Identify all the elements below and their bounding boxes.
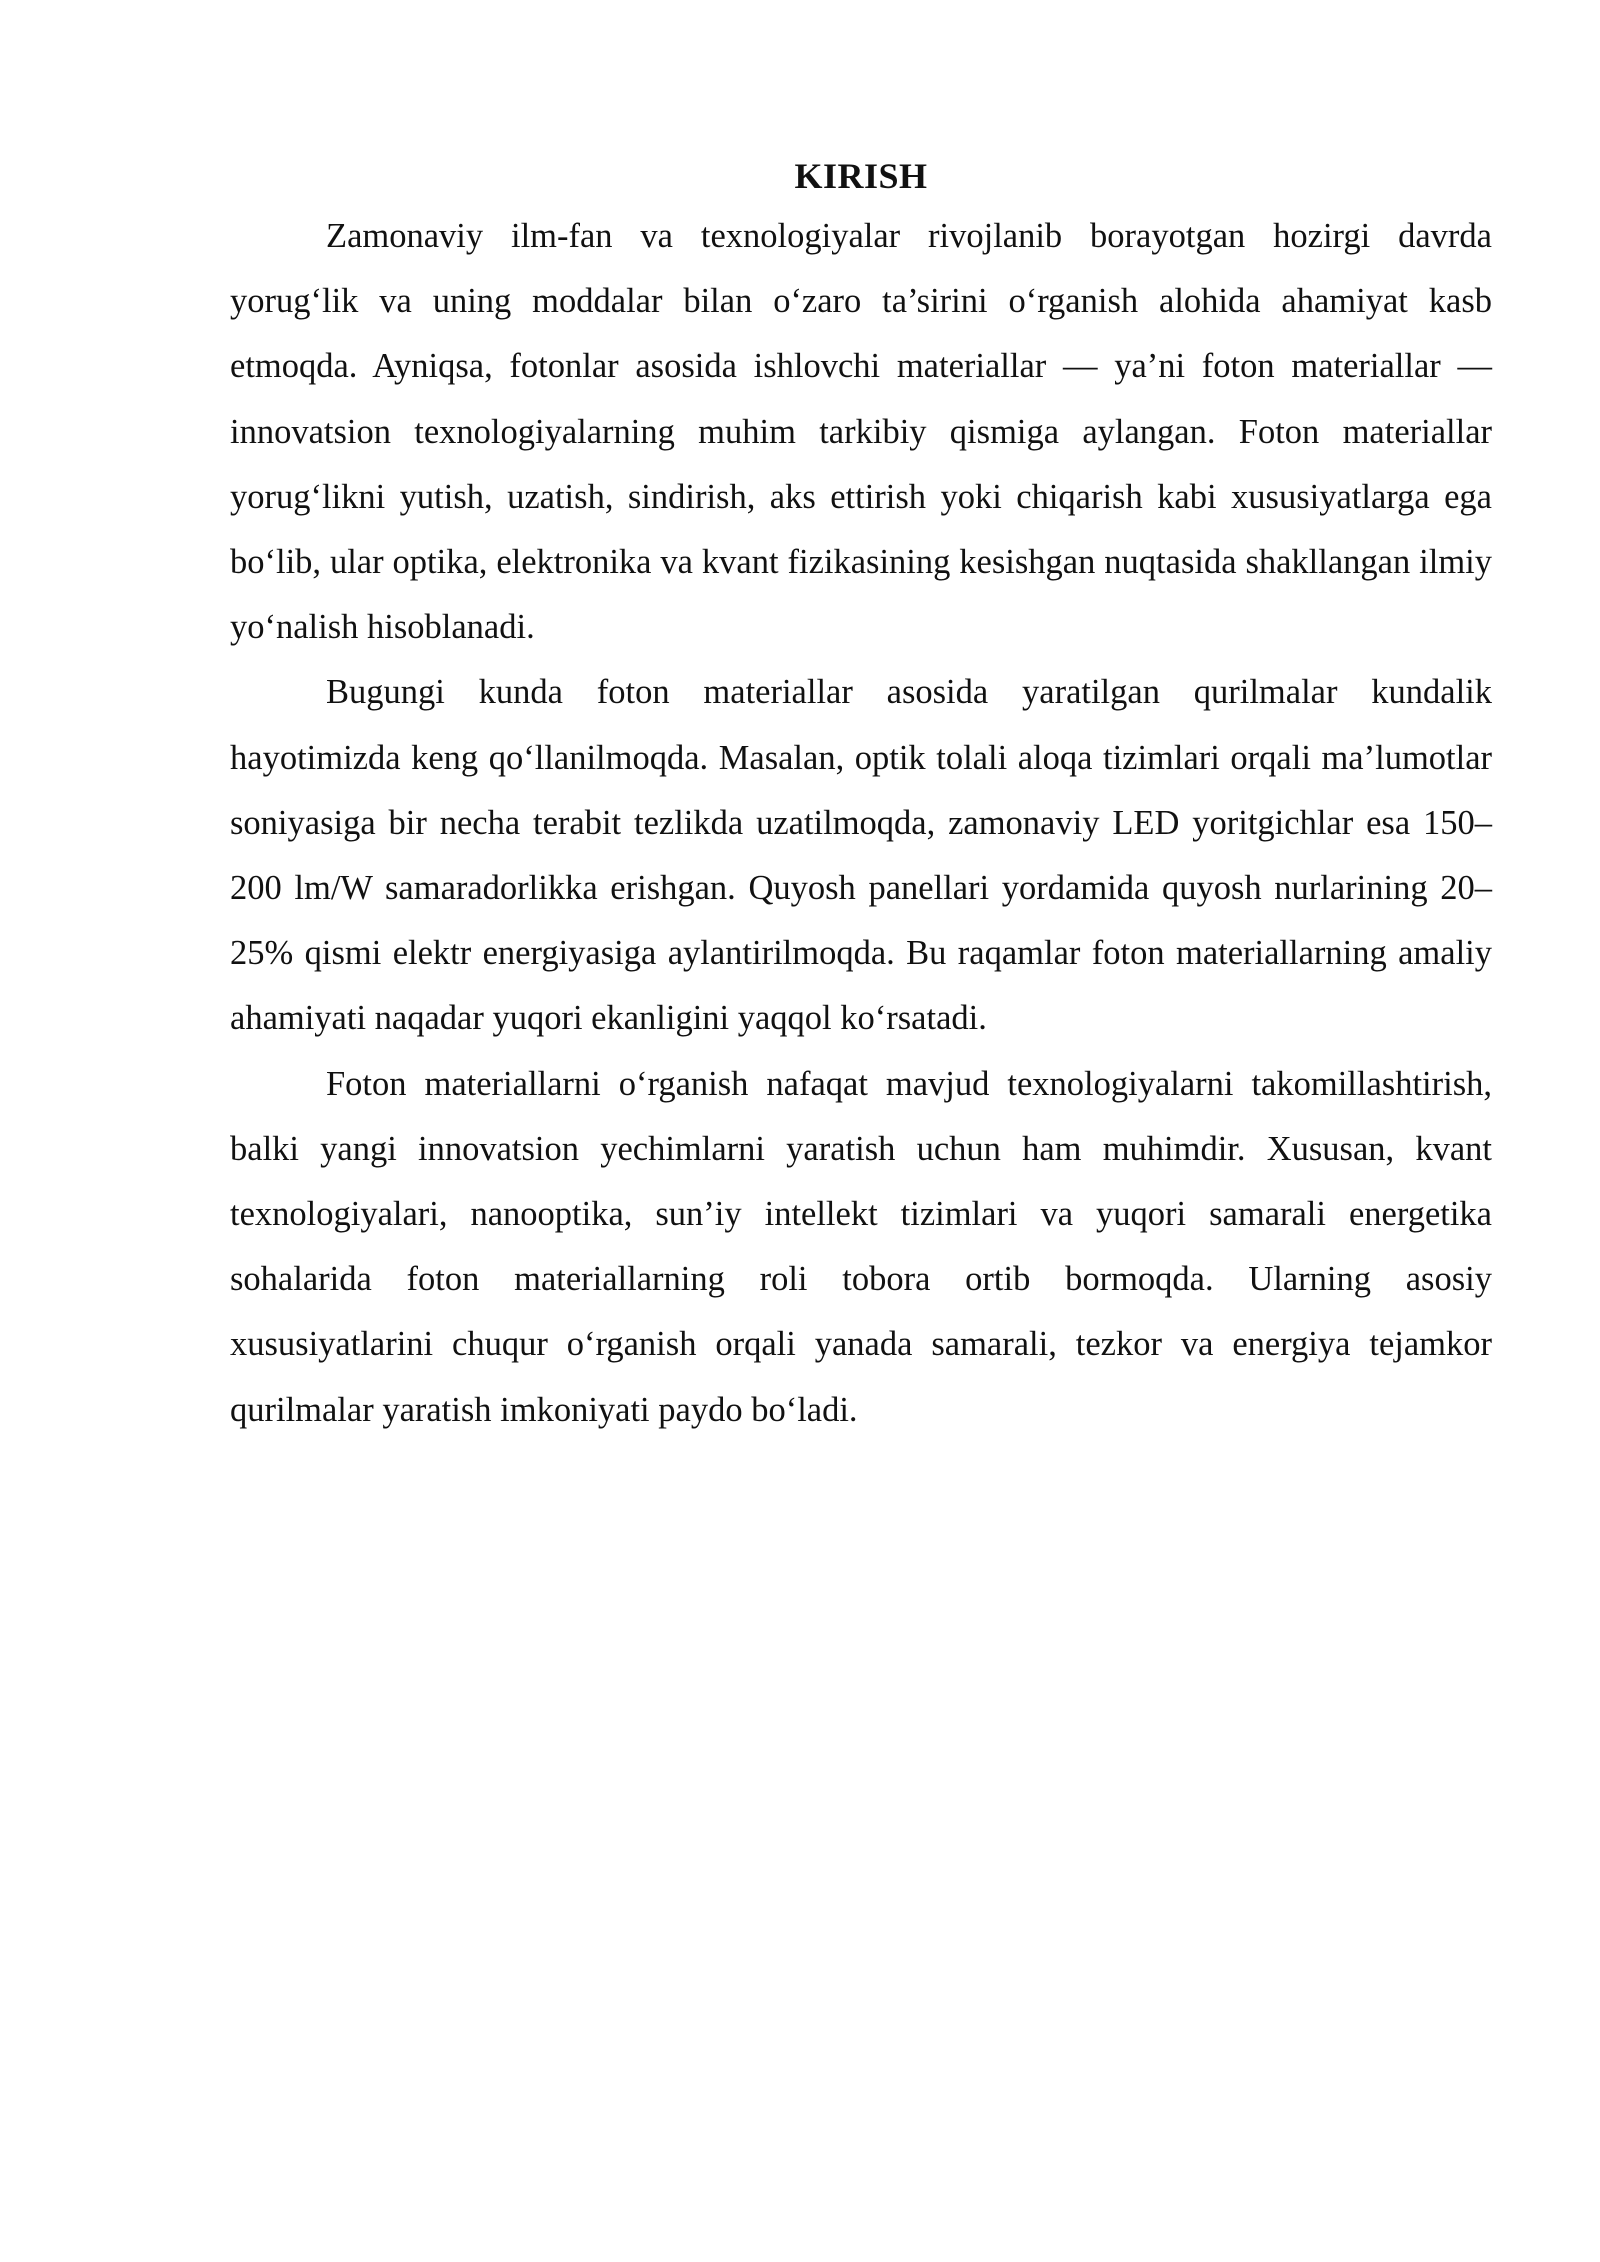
paragraph-1: Zamonaviy ilm-fan va texnologiyalar rivojlanib borayotgan hozirgi davrda yorug‘lik va uning moddalar bilan o‘zaro ta’sirini o‘rganish alohida ahamiyat kasb etmoqda. Ayniqsa, fotonlar asosida ishlovchi materiallar — ya’ni foton materiallar — innovatsion texnologiyalarning muhim tarkibiy qismiga aylangan. Foton materiallar yorug‘likni yutish, uzatish, sindirish, aks ettirish yoki chiqarish kabi xususiyatlarga ega bo‘lib, ular optika, elektronika va kvant fizikasining kesishgan nuqtasida shakllangan ilmiy yo‘nalish hisoblanadi.: [230, 217, 1492, 647]
document-title: KIRISH: [794, 156, 928, 196]
paragraph-2: Bugungi kunda foton materiallar asosida yaratilgan qurilmalar kundalik hayotimizda keng qo‘llanilmoqda. Masalan, optik tolali aloqa tizimlari orqali ma’lumotlar soniyasiga bir necha terabit tezlikda uzatilmoqda, zamonaviy LED yoritgichlar esa 150–200 lm/W samaradorlikka erishgan. Quyosh panellari yordamida quyosh nurlarining 20–25% qismi elektr energiyasiga aylantirilmoqda. Bu raqamlar foton materiallarning amaliy ahamiyati naqadar yuqori ekanligini yaqqol ko‘rsatadi.: [230, 673, 1492, 1038]
document-body: [230, 148, 1492, 1443]
paragraph-3: Foton materiallarni o‘rganish nafaqat mavjud texnologiyalarni takomillashtirish, balki yangi innovatsion yechimlarni yaratish uchun ham muhimdir. Xususan, kvant texnologiyalari, nanooptika, sun’iy intellekt tizimlari va yuqori samarali energetika sohalarida foton materiallarning roli tobora ortib bormoqda. Ularning asosiy xususiyatlarini chuqur o‘rganish orqali yanada samarali, tezkor va energiya tejamkor qurilmalar yaratish imkoniyati paydo bo‘ladi.: [230, 1064, 1492, 1429]
